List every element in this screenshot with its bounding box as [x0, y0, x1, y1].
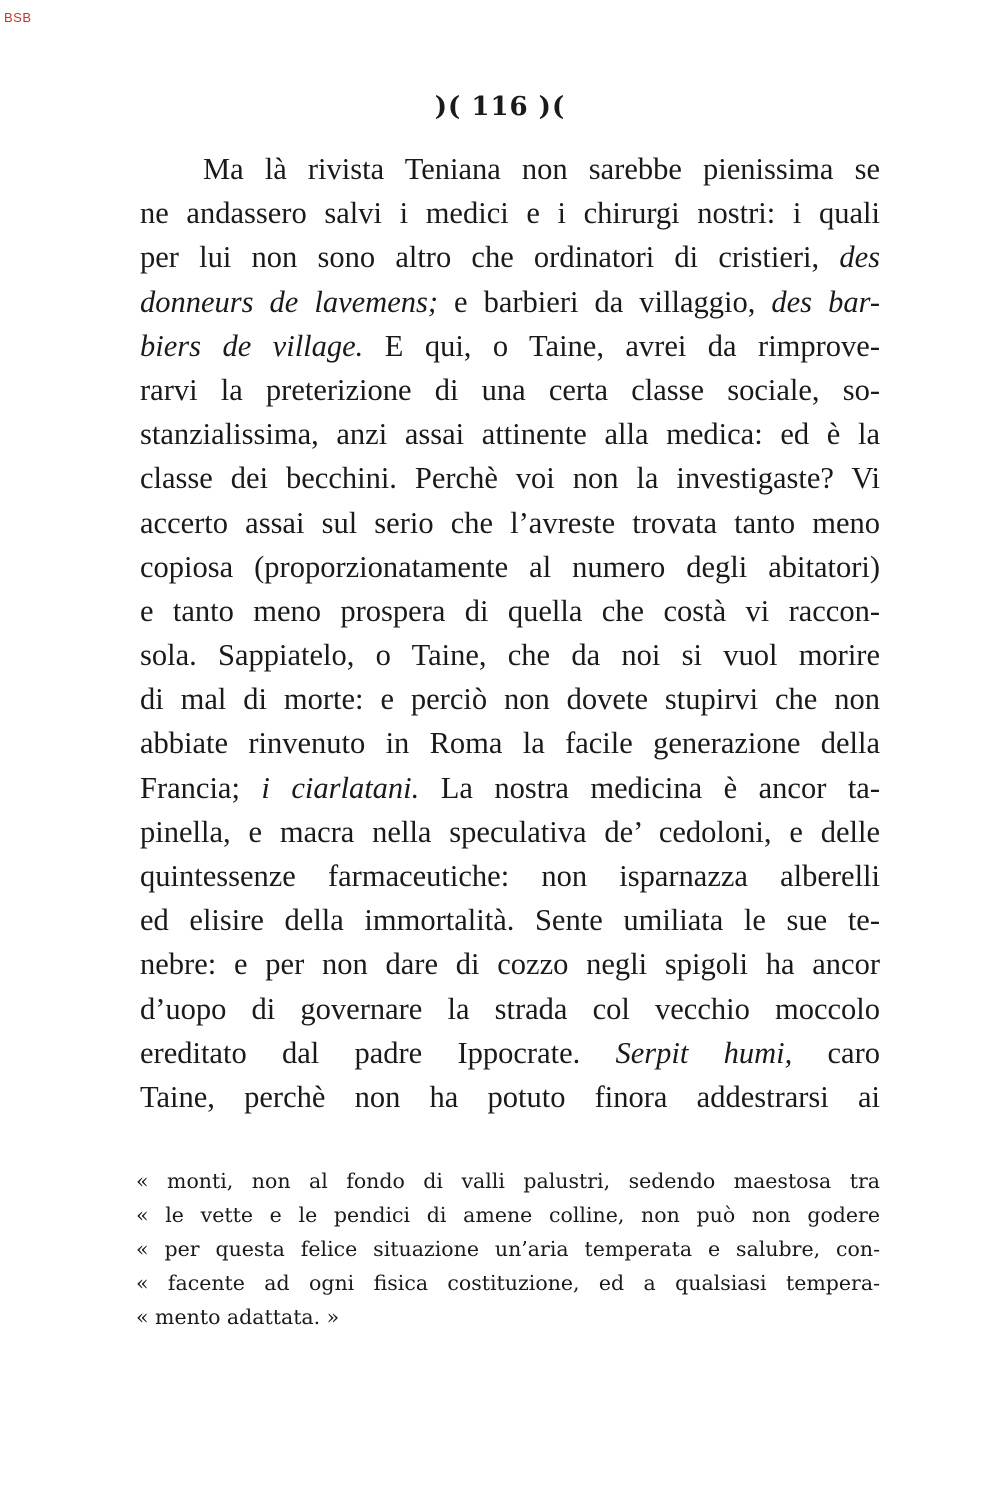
page-number: )( 116 )(	[434, 92, 566, 122]
footnote-line: « facente ad ogni fisica costituzione, ed a qualsiasi tempera-	[136, 1271, 880, 1295]
text-run: per lui non sono altro che ordinatori di cristieri,	[140, 240, 840, 275]
italic-run: i ciarlatani.	[261, 770, 420, 805]
text-line: e tanto meno prospera di quella che costà vi raccon-	[140, 593, 880, 628]
library-stamp: BSB	[4, 10, 32, 25]
text-line: nebre: e per non dare di cozzo negli spigoli ha ancor	[140, 947, 880, 982]
footnote-line: « per questa felice situazione un’aria temperata e salubre, con-	[136, 1237, 880, 1261]
text-line: rarvi la preterizione di una certa classe sociale, so-	[140, 372, 880, 407]
text-line: Ma là rivista Teniana non sarebbe pienissima se	[203, 152, 880, 186]
text-line: ed elisire della immortalità. Sente umiliata le sue te-	[140, 903, 880, 938]
footnote-line: « le vette e le pendici di amene colline, non può non godere	[136, 1203, 880, 1227]
text-line: copiosa (proporzionatamente al numero degli abitatori)	[140, 549, 880, 584]
text-line: sola. Sappiatelo, o Taine, che da noi si vuol morire	[140, 638, 880, 673]
italic-run: biers de village.	[140, 328, 364, 363]
text-line: ne andassero salvi i medici e i chirurgi nostri: i quali	[140, 196, 880, 231]
text-line: accerto assai sul serio che l’avreste trovata tanto meno	[140, 505, 880, 540]
text-run: E qui, o Taine, avrei da rimprove-	[363, 328, 880, 363]
footnote-line: « monti, non al fondo di valli palustri, sedendo maestosa tra	[136, 1169, 880, 1193]
text-line: pinella, e macra nella speculativa de’ cedoloni, e delle	[140, 814, 880, 849]
main-text	[140, 147, 880, 1119]
italic-run: Serpit humi,	[615, 1035, 793, 1070]
text-run: e barbieri da villaggio,	[438, 284, 772, 319]
text-line	[140, 235, 880, 279]
text-line: classe dei becchini. Perchè voi non la investigaste? Vi	[140, 461, 880, 496]
italic-run: des bar-	[771, 284, 880, 319]
text-run: Francia;	[140, 770, 262, 805]
text-line: stanzialissima, anzi assai attinente alla medica: ed è la	[140, 417, 880, 452]
text-line: abbiate rinvenuto in Roma la facile generazione della	[140, 726, 880, 761]
text-line	[140, 1031, 880, 1075]
footnote	[136, 1164, 880, 1334]
text-line: quintessenze farmaceutiche: non isparnazza alberelli	[140, 859, 880, 893]
text-line	[140, 280, 880, 324]
text-line	[140, 766, 880, 810]
text-line: d’uopo di governare la strada col vecchio moccolo	[140, 991, 880, 1026]
text-run: caro	[792, 1035, 880, 1070]
footnote-line: « mento adattata. »	[136, 1305, 340, 1329]
italic-run: donneurs de lavemens;	[140, 284, 439, 319]
text-run: ereditato dal padre Ippocrate.	[140, 1035, 616, 1070]
text-line	[140, 324, 880, 368]
text-line: Taine, perchè non ha potuto finora addestrarsi ai	[140, 1079, 880, 1114]
text-run: La nostra medicina è ancor ta-	[419, 770, 880, 805]
text-line: di mal di morte: e perciò non dovete stupirvi che non	[140, 682, 880, 717]
italic-run: des	[839, 240, 880, 275]
